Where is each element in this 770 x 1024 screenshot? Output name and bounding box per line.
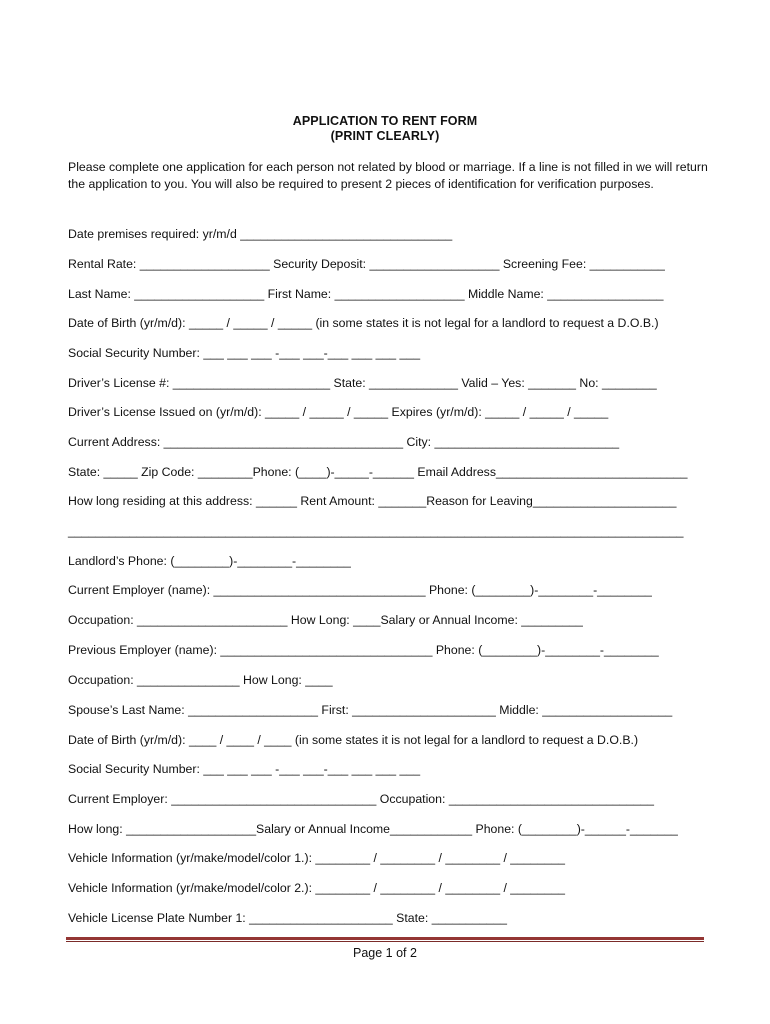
footer-rule-thin (66, 941, 704, 942)
landlord-phone-line[interactable]: Landlord’s Phone: (________)-________-________ (68, 554, 351, 568)
spouse-employer-line[interactable]: Current Employer: ______________________________ Occupation: ______________________________ (68, 792, 654, 806)
intro-paragraph: Please complete one application for each person not related by blood or marriage. If a line is not filled in we will return the application to you. You will also be required to present 2 pieces of identification for verification purposes. (68, 160, 708, 191)
rental-rate-line[interactable]: Rental Rate: ___________________ Security Deposit: ___________________ Screening Fee: ___________ (68, 257, 665, 271)
vehicle-2-line[interactable]: Vehicle Information (yr/make/model/color 2.): ________ / ________ / ________ / ________ (68, 881, 565, 895)
previous-employer-line[interactable]: Previous Employer (name): _______________________________ Phone: (________)-________-________ (68, 643, 659, 657)
occupation-salary-line[interactable]: Occupation: ______________________ How Long: ____Salary or Annual Income: _________ (68, 613, 583, 627)
spouse-employment-duration-line[interactable]: How long: ___________________Salary or Annual Income____________ Phone: (________)-______-_______ (68, 822, 678, 836)
footer-rule (66, 937, 704, 940)
license-issued-expires-line[interactable]: Driver’s License Issued on (yr/m/d): _____ / _____ / _____ Expires (yr/m/d): _____ / _____ / _____ (68, 405, 609, 419)
drivers-license-line[interactable]: Driver’s License #: _______________________ State: _____________ Valid – Yes: _______ No: ________ (68, 376, 657, 390)
form-subtitle: (PRINT CLEARLY) (330, 129, 440, 143)
spouse-name-line[interactable]: Spouse’s Last Name: ___________________ First: _____________________ Middle: ___________________ (68, 703, 673, 717)
spouse-ssn-line[interactable]: Social Security Number: ___ ___ ___ -___ ___-___ ___ ___ ___ (68, 762, 421, 776)
state-zip-phone-email-line[interactable]: State: _____ Zip Code: ________Phone: (____)-_____-______ Email Address____________________________ (68, 465, 688, 479)
applicant-dob-line[interactable]: Date of Birth (yr/m/d): _____ / _____ / _____ (in some states it is not legal for a landlord to request a D.O.B.) (68, 316, 659, 330)
residence-duration-line[interactable]: How long residing at this address: ______ Rent Amount: _______Reason for Leaving_____________________ (68, 494, 677, 508)
previous-occupation-line[interactable]: Occupation: _______________ How Long: ____ (68, 673, 333, 687)
date-premises-required-line[interactable]: Date premises required: yr/m/d _______________________________ (68, 227, 453, 241)
spouse-dob-line[interactable]: Date of Birth (yr/m/d): ____ / ____ / ____ (in some states it is not legal for a landlord to request a D.O.B.) (68, 733, 639, 747)
vehicle-1-line[interactable]: Vehicle Information (yr/make/model/color 1.): ________ / ________ / ________ / ________ (68, 851, 565, 865)
applicant-ssn-line[interactable]: Social Security Number: ___ ___ ___ -___ ___-___ ___ ___ ___ (68, 346, 421, 360)
current-employer-line[interactable]: Current Employer (name): _______________________________ Phone: (________)-________-________ (68, 583, 652, 597)
current-address-line[interactable]: Current Address: ___________________________________ City: ___________________________ (68, 435, 620, 449)
page-number: Page 1 of 2 (353, 946, 417, 960)
form-title: APPLICATION TO RENT FORM (292, 114, 478, 128)
license-plate-line[interactable]: Vehicle License Plate Number 1: _____________________ State: ___________ (68, 911, 507, 925)
reason-continuation-line[interactable]: __________________________________________________________________________________________ (68, 524, 684, 538)
applicant-name-line[interactable]: Last Name: ___________________ First Name: ___________________ Middle Name: _________________ (68, 287, 664, 301)
